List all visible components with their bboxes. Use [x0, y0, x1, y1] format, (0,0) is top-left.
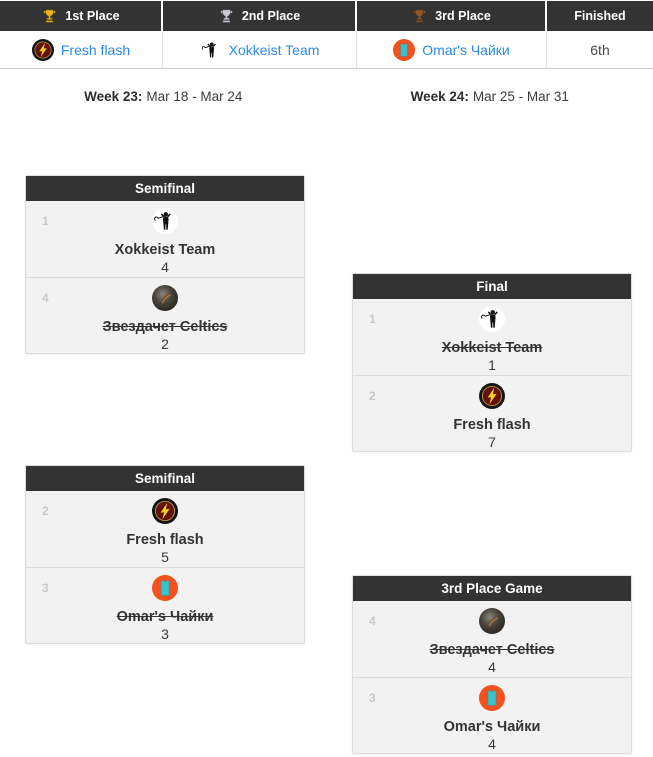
seed-number: 4 [42, 291, 49, 305]
hockey-player-icon [479, 306, 505, 332]
standings-cell-2nd [163, 31, 357, 68]
team-name: Fresh flash [453, 417, 531, 433]
team-score: 2 [161, 336, 169, 352]
standings-header-label: 1st Place [65, 9, 120, 23]
match-team-slot [353, 601, 631, 677]
jersey-icon [479, 685, 505, 711]
seed-number: 3 [369, 691, 376, 705]
standings-cell-1st [0, 31, 163, 68]
hockey-player-icon [152, 208, 178, 234]
standings-header-1st [0, 1, 163, 31]
seed-number: 1 [369, 312, 376, 326]
seed-number: 4 [369, 614, 376, 628]
match-semifinal-1 [25, 175, 305, 354]
team-name: Omar's Чайки [443, 719, 541, 735]
match-title: Semifinal [26, 466, 304, 491]
team-name: Звездачет Celtics [102, 319, 228, 335]
jersey-icon [393, 39, 415, 61]
seed-number: 3 [42, 581, 49, 595]
team-name: Fresh flash [126, 532, 204, 548]
team-link-omars-chaiki[interactable]: Omar's Чайки [422, 41, 510, 58]
match-team-slot [353, 375, 631, 451]
team-score: 7 [488, 434, 496, 450]
finish-position: 6th [590, 41, 610, 58]
team-link-xokkeist-team[interactable]: Xokkeist Team [228, 41, 320, 58]
standings-table [0, 1, 653, 69]
celtics-logo-icon [152, 285, 178, 311]
week-23-label [0, 89, 327, 104]
team-link-fresh-flash[interactable]: Fresh flash [60, 41, 131, 58]
standings-header-label: 2nd Place [241, 9, 301, 23]
team-name: Omar's Чайки [116, 609, 214, 625]
team-score: 3 [161, 626, 169, 642]
bronze-trophy-icon [411, 8, 428, 24]
match-final [352, 273, 632, 452]
standings-header-label: Finished [574, 9, 626, 23]
match-title: Final [353, 274, 631, 299]
week-date-range: Mar 18 - Mar 24 [146, 89, 243, 104]
standings-header-row [0, 1, 653, 31]
week-number: Week 23: [84, 89, 143, 104]
match-3rd-place-game [352, 575, 632, 754]
match-title: 3rd Place Game [353, 576, 631, 601]
match-team-slot [26, 201, 304, 277]
flash-logo-icon [479, 383, 505, 409]
week-date-range: Mar 25 - Mar 31 [472, 89, 569, 104]
seed-number: 2 [42, 504, 49, 518]
silver-trophy-icon [218, 8, 235, 24]
standings-header-2nd [163, 1, 357, 31]
standings-header-3rd [357, 1, 547, 31]
standings-teams-row [0, 31, 653, 68]
standings-header-label: 3rd Place [435, 9, 491, 23]
team-score: 4 [488, 736, 496, 752]
team-score: 1 [488, 357, 496, 373]
standings-cell-3rd [357, 31, 547, 68]
standings-cell-finished [547, 31, 653, 68]
celtics-logo-icon [479, 608, 505, 634]
team-score: 4 [161, 259, 169, 275]
match-team-slot [26, 491, 304, 567]
team-name: Xokkeist Team [441, 340, 543, 356]
match-team-slot [353, 299, 631, 375]
flash-logo-icon [152, 498, 178, 524]
match-semifinal-2 [25, 465, 305, 644]
match-title: Semifinal [26, 176, 304, 201]
seed-number: 2 [369, 389, 376, 403]
week-labels [0, 89, 653, 104]
standings-header-finished [547, 1, 653, 31]
team-name: Xokkeist Team [114, 242, 216, 258]
week-number: Week 24: [410, 89, 469, 104]
team-score: 4 [488, 659, 496, 675]
hockey-player-icon [200, 39, 222, 61]
gold-trophy-icon [41, 8, 58, 24]
match-team-slot [26, 277, 304, 353]
jersey-icon [152, 575, 178, 601]
week-24-label [327, 89, 653, 104]
match-team-slot [26, 567, 304, 643]
seed-number: 1 [42, 214, 49, 228]
match-team-slot [353, 677, 631, 753]
flash-logo-icon [32, 39, 54, 61]
team-name: Звездачет Celtics [429, 642, 555, 658]
team-score: 5 [161, 549, 169, 565]
